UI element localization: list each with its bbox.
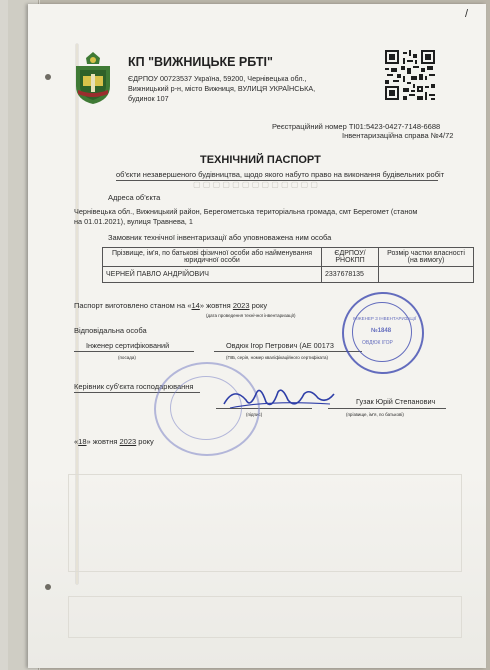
passport-sheet: / КП "ВИЖНИЦЬКЕ РБТІ" ЄДРПОУ 00723537 Україна, 59200, Чернівецька обл., Вижницький р-н, місто Вижниця, ВУЛИЦЯ УКРАЇНСЬКА, будинок 107 Реєстраційний номер ТІ01:5423-0427-7148-6688 Інвентаризаційна справа №4/72 ТЕХНІЧНИЙ ПАСПОРТ об'єкти незавершеного будівництва, щодо якого набуто право на виконання будівельних робіт Адреса об'єкта Чернівецька обл., Вижницький район, Берегометська територіальна громада, смт Берегомет (станом на 01.01.2021), вулиця Травнева, 1 Замовник технічної інвентаризації або уповноважена ним особа Прізвище, ім'я, по батькові фізичної особи або найменування юридичної особи ЄДРПОУ/ РНОКПП Розмір частки власності (на вимогу) ЧЕРНЕЙ ПАВЛО АНДРІЙОВИЧ 2337678135 Паспорт виготовлено станом на «14» жовтня 2023 року (дата проведення технічної інвентаризації) Відповідальна особа Інженер сертифікований Овдюк Ігор Петрович (АЕ 00173 (посада) (ПІБ, серія, номер кваліфікаційного сертифіката) Керівник суб'єкта господарювання Гузак Юрій Степанович (підпис) (прізвище, ім'я, по батькові) «18» жовтня 2023 року ІНЖЕНЕР З ІНВЕНТАРИЗАЦІЇ №1848 ОВДЮК ІГОР ▢ ▢ ▢ ▢ ▢ ▢ ▢ ▢ ▢ ▢ ▢ ▢ ▢ <box>28 4 486 668</box>
binding-hole <box>45 74 51 80</box>
owner-share-cell <box>379 267 474 283</box>
binding-hole <box>45 584 51 590</box>
org-name: КП "ВИЖНИЦЬКЕ РБТІ" <box>128 55 273 69</box>
passport-date-caption: (дата проведення технічної інвентаризації) <box>206 313 296 318</box>
head-label: Керівник суб'єкта господарювання <box>74 382 194 391</box>
client-label: Замовник технічної інвентаризації або уповноважена ним особа <box>108 233 332 242</box>
passport-date-day: 14 <box>191 301 200 310</box>
page-mark: / <box>465 8 469 20</box>
address-label: Адреса об'єкта <box>108 193 161 202</box>
passport-date-year: 2023 <box>232 301 250 310</box>
engineer-stamp <box>342 292 424 374</box>
org-address-line2: Вижницький р-н, місто Вижниця, ВУЛИЦЯ УКРАЇНСЬКА, <box>128 84 316 93</box>
footer-date-suffix: року <box>138 437 154 446</box>
responsible-label: Відповідальна особа <box>74 326 147 335</box>
footer-date-day: 18 <box>78 437 87 446</box>
table-header-row <box>103 248 474 267</box>
doc-subtitle: об'єкти незавершеного будівництва, щодо якого набуто право на виконання будівельних робіт <box>116 170 445 179</box>
passport-date-month: » жовтня <box>199 301 231 310</box>
head-name: Гузак Юрій Степанович <box>356 397 436 406</box>
footer-date-year: 2023 <box>119 437 137 446</box>
bleed-through-box <box>68 596 462 638</box>
address-line2: на 01.01.2021), вулиця Травнева, 1 <box>74 217 193 226</box>
footer-date-prefix: « <box>74 437 79 446</box>
responsible-position-caption: (посада) <box>118 355 136 360</box>
stamp-name: ОВДЮК ІГОР <box>362 340 393 346</box>
responsible-person: Овдюк Ігор Петрович (АЕ 00173 <box>226 341 334 350</box>
head-name-caption: (прізвище, ім'я, по батькові) <box>346 412 404 417</box>
stamp-id: №1848 <box>371 328 392 334</box>
inventory-case-number: Інвентаризаційна справа №4/72 <box>342 131 454 140</box>
header-code: ЄДРПОУ/ РНОКПП <box>322 248 379 267</box>
header-owner-name: Прізвище, ім'я, по батькові фізичної особи або найменування юридичної особи <box>103 248 322 267</box>
org-address-line3: будинок 107 <box>128 94 169 103</box>
owner-code-cell: 2337678135 <box>322 267 379 283</box>
person-underline <box>214 351 362 352</box>
footer-date-month: » жовтня <box>86 437 118 446</box>
header-share: Розмір частки власності (на вимогу) <box>379 248 474 267</box>
registration-number: Реєстраційний номер ТІ01:5423-0427-7148-6688 <box>272 122 441 131</box>
passport-date-suffix: року <box>251 301 268 310</box>
rbti-logo-icon <box>72 50 114 106</box>
stamp-title: ІНЖЕНЕР З ІНВЕНТАРИЗАЦІЇ <box>353 316 417 321</box>
bleed-through-box <box>68 474 462 572</box>
owner-name-cell: ЧЕРНЕЙ ПАВЛО АНДРІЙОВИЧ <box>103 267 322 283</box>
footer-date <box>74 437 154 446</box>
passport-date <box>74 301 267 310</box>
passport-date-prefix: Паспорт виготовлено станом на « <box>74 301 192 310</box>
head-name-underline <box>328 408 446 409</box>
owners-table <box>102 247 474 283</box>
responsible-position: Інженер сертифікований <box>86 341 170 350</box>
doc-title: ТЕХНІЧНИЙ ПАСПОРТ <box>200 154 321 166</box>
handwritten-signature <box>220 380 338 414</box>
address-line1: Чернівецька обл., Вижницький район, Берегометська територіальна громада, смт Берегомет (станом <box>74 207 418 216</box>
org-address-line1: ЄДРПОУ 00723537 Україна, 59200, Чернівецька обл., <box>128 74 307 83</box>
position-underline <box>74 351 194 352</box>
responsible-person-caption: (ПІБ, серія, номер кваліфікаційного сертифіката) <box>226 355 328 360</box>
table-row <box>103 267 474 283</box>
qr-code-icon <box>385 50 435 100</box>
signature-caption: (підпис) <box>246 412 263 417</box>
